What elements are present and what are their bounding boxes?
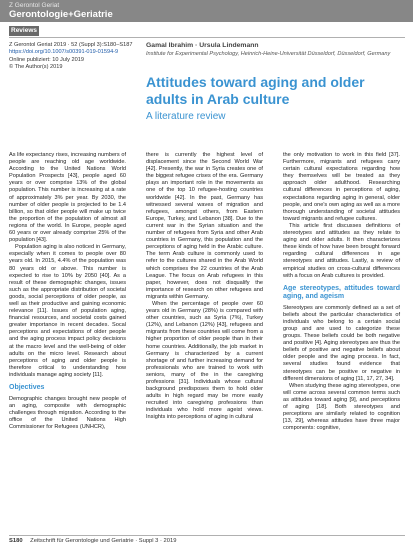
body-column-1 (9, 152, 126, 431)
section-heading-objectives: Objectives (9, 384, 45, 391)
page-footer (9, 538, 176, 544)
copyright-line: © The Author(s) 2019 (9, 64, 63, 71)
section-label: Reviews (11, 27, 38, 34)
journal-header-bar (0, 0, 413, 22)
article-metadata (9, 42, 133, 72)
paragraph: there is currently the highest level of displacement since the Second World War [42]. Presently, the war in Syria creates one of the biggest refugee crises of the era. Germany plays an important role in the movements as one of the top 10 refugee-hosting countries worldwide [42]. In the past, Germany has witnessed several waves of migration and refugees, amongst others, from Eastern Europe, Turkey, and Lebanon [38]. Due to the current war in the Syrian situation and the number of refugees from Syria and other Arab countries in Germany, this population and the perceptions of aging held in the Arabic culture. The term Arab culture is commonly used to refer to the cultures shared in the Arab World which comprises the 22 countries of the Arab League. The focus on Arab refugees in this paper, however, does not disqualify the importance of research on other refugees and migrants within Germany. (146, 152, 263, 300)
paragraph: When studying these aging stereotypes, one will come across several common terms such as attitudes toward aging [9], and perceptions of aging [18]. Both stereotypes and perceptions are similarly related to cognition [13, 29], whereas attitudes have three major components: cognitive, (283, 382, 400, 432)
doi-link[interactable]: https://doi.org/10.1007/s00391-019-01594-9 (9, 49, 119, 56)
article-authors: Gamal Ibrahim · Ursula Lindemann (146, 42, 259, 49)
section-heading-age-stereotypes: Age stereotypes, attitudes toward aging, and ageism (283, 284, 400, 301)
online-date: Online publiziert: 10 July 2019 (9, 56, 84, 63)
author-affiliation: Institute for Experimental Psychology, Heinrich-Heine-Universität Düsseldorf, Düsseldorf, Germany (146, 51, 391, 57)
page-number: S180 (9, 538, 23, 544)
paragraph: the only motivation to work in this field [37]. Furthermore, migrants and refugees carry certain cultural expectations regarding how they themselves will be treated as they approach older adulthood. Researching cultural differences in perceptions of aging, expectations regarding aging in general, older people, and one's own aging as well as a more thorough understanding of societal attitudes toward migrants and refugee cultures. (283, 152, 400, 222)
paragraph: When the percentage of people over 60 years old in Germany (28%) is compared with other countries, such as Syria (7%), Turkey (12%), and Lebanon (12%) [43], refugees and migrants from these countries will come from a higher proportion of older people than in their home countries. Additionally, the job market in Germany is characterized by a current shortage of and further increasing demand for professionals who are trained to work with seniors, many of the in the caregiving professions [31]. Individuals whose cultural background predisposes them to hold older adults in high regard may be more easily recruited into caregiving professions than individuals who hold more ageist views. Insights into perceptions of aging in cultural (146, 300, 263, 421)
paragraph: Stereotypes are commonly defined as a set of beliefs about the particular characteristics of individuals who belong to a certain social group and are used to categorize these groups. These beliefs could be both negative and positive [4]. Aging stereotypes are thus the beliefs of positive and negative beliefs about older people and the aging process. In fact, several studies found evidence that stereotypes can be positive or negative in different dimensions of aging [11, 17, 27, 34]. (283, 304, 400, 382)
article-title: Attitudes toward aging and older adults in Arab culture (146, 74, 365, 107)
section-tag (9, 26, 39, 36)
paragraph: As life expectancy rises, increasing numbers of people are reaching old age worldwide. According to the United Nations World Population Prospects [43], people aged 60 years or over comprise 13% of the global population. This number is increasing at a rate of approximately 3% per year. By 2030, the number of older people is projected to be 1.4 billion, so that older people will make up twice the proportion of the population of almost all regions of the world. In Europe, people aged 60 years or over already comprise 25% of the population [43]. (9, 152, 126, 244)
journal-abbreviation: Z Gerontol Geriat (9, 2, 60, 9)
body-column-2 (146, 152, 263, 422)
header-divider (9, 37, 405, 38)
paragraph: Demographic changes brought new people of an aging, composite with demographic challenges through migration. According to the office of the United Nations High Commissioner for Refugees (UNHCR), (9, 395, 126, 430)
citation-line: Z Gerontol Geriat 2019 · 52 (Suppl 3):S180–S187 (9, 42, 133, 48)
footer-divider (9, 535, 405, 536)
footer-journal-line: Zeitschrift für Gerontologie und Geriatrie · Suppl 3 · 2019 (30, 538, 177, 544)
journal-name: Gerontologie+Geriatrie (9, 9, 113, 20)
paragraph: Population aging is also noticed in Germany, especially when it comes to people over 80 years old. In 2015, 4.4% of the population was 80 years old or above. This number is expected to rise to 10% by 2050 [40]. As a result of these demographic changes, issues such as the appropriate distribution of societal goods, social perceptions of older people, as well as their productive and gaining economic relevance [11]. Issues of population aging, financial resources, and societal costs gained greater importance in recent decades. Socal perceptions and expectations of older people and the aging process impact policy decisions at the macro level and the well-being of older adults on the micro level. Research about perceptions of aging and older people is therefore critical to understanding how individuals manage aging society [11]. (9, 244, 126, 378)
body-column-3 (283, 152, 400, 432)
article-subtitle: A literature review (146, 111, 226, 122)
paragraph: This article first discusses definitions of stereotypes and attitudes as they relate to aging and older adults. It then characterizes these kinds of how have been brought forward regarding cultural differences in age stereotypes and attitudes. Lastly, a review of empirical studies on cross-cultural differences with a focus on Arab cultures is provided. (283, 222, 400, 279)
